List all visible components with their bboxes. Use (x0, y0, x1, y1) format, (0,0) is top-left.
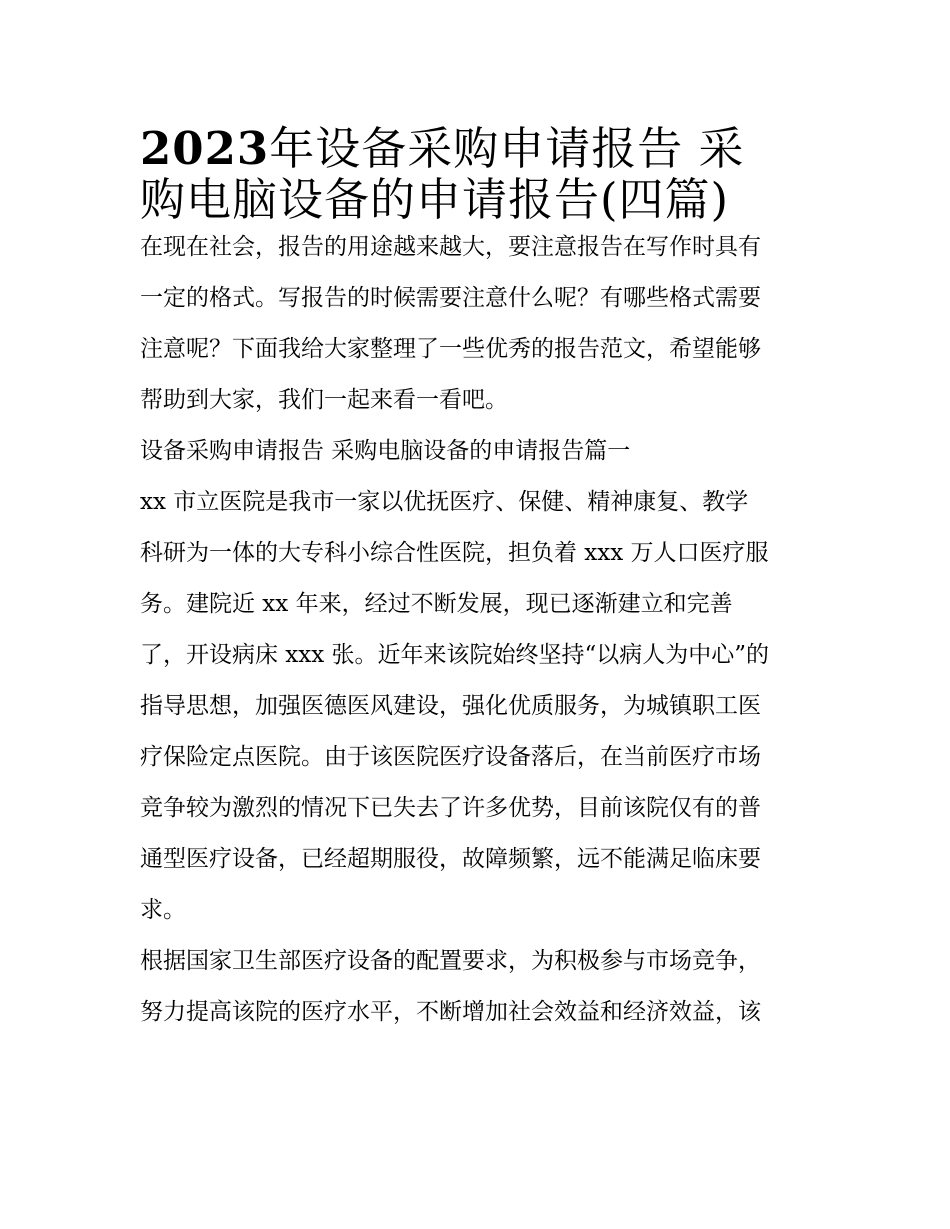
text-line: 疗保险定点医院。由于该医院医疗设备落后，在当前医疗市场 (140, 744, 761, 770)
title-line-1-text: 年设备采购申请报告 采 (269, 122, 745, 175)
text-line: 根据国家卫生部医疗设备的配置要求，为积极参与市场竞争， (140, 948, 761, 974)
document-page (140, 112, 812, 1038)
text-line: 帮助到大家，我们一起来看一看吧。 (140, 387, 508, 413)
text-line: 一定的格式。写报告的时候需要注意什么呢？有哪些格式需要 (140, 285, 761, 311)
text-line: 求。 (140, 897, 186, 923)
text-line: 通型医疗设备，已经超期服役，故障频繁，远不能满足临床要 (140, 846, 761, 872)
title-line-2: 购电脑设备的申请报告(四篇) (140, 173, 730, 226)
text-line: 了，开设病床 xxx 张。近年来该院始终坚持“以病人为中心”的 (140, 642, 770, 668)
title-line-1 (140, 112, 812, 175)
text-line: 注意呢？下面我给大家整理了一些优秀的报告范文，希望能够 (140, 336, 761, 362)
text-line: 竞争较为激烈的情况下已失去了许多优势，目前该院仅有的普 (140, 795, 761, 821)
section-heading (140, 426, 812, 477)
text-line: 科研为一体的大专科小综合性医院，担负着 xxx 万人口医疗服 (140, 540, 769, 566)
intro-paragraph (140, 222, 812, 426)
requirements-paragraph (140, 936, 812, 1038)
text-line: 在现在社会，报告的用途越来越大，要注意报告在写作时具有 (140, 234, 761, 260)
text-line: 务。建院近 xx 年来，经过不断发展，现已逐渐建立和完善 (140, 591, 733, 617)
document-title (140, 112, 812, 226)
text-line: 努力提高该院的医疗水平，不断增加社会效益和经济效益，该 (140, 999, 761, 1025)
text-line: xx 市立医院是我市一家以优抚医疗、保健、精神康复、教学 (140, 489, 749, 515)
text-line: 指导思想，加强医德医风建设，强化优质服务，为城镇职工医 (140, 693, 761, 719)
hospital-paragraph (140, 477, 812, 936)
text-line: 设备采购申请报告 采购电脑设备的申请报告篇一 (140, 438, 631, 464)
title-year: 2023 (140, 122, 270, 175)
